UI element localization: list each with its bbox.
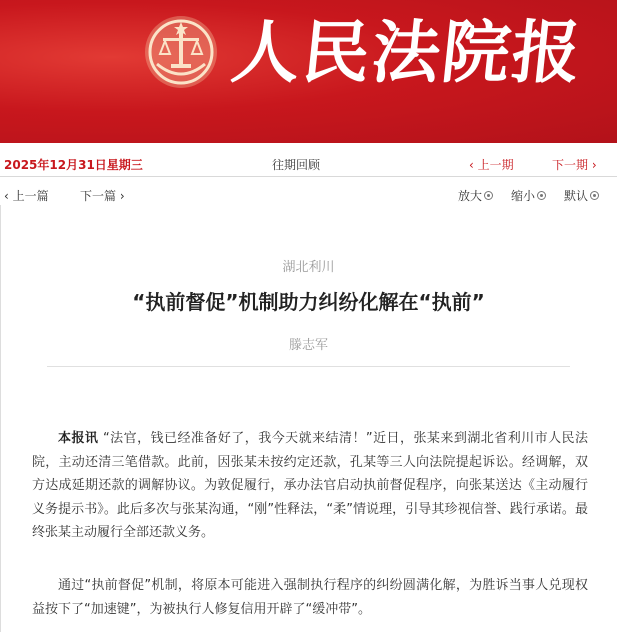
paragraph-lead: 本报讯: [58, 431, 99, 446]
masthead-banner: [0, 0, 617, 143]
zoom-default-button[interactable]: [564, 187, 599, 204]
radio-icon: [590, 191, 599, 200]
radio-icon: [484, 191, 493, 200]
article-headline: “执前督促”机制助力纠纷化解在“执前”: [132, 290, 485, 314]
zoom-in-button[interactable]: [458, 187, 493, 204]
zoom-default-label: 默认: [564, 189, 589, 203]
headline-rule: [47, 366, 570, 367]
article-paragraph: 通过“执前督促”机制，将原本可能进入强制执行程序的纠纷圆满化解，为胜诉当事人兑现权益按下了“加速键”，为被执行人修复信用开辟了“缓冲带”。: [32, 578, 588, 617]
zoom-out-label: 缩小: [511, 189, 536, 203]
article-kicker: 湖北利川: [282, 260, 335, 275]
prev-article-link[interactable]: ‹ 上一篇: [4, 189, 49, 203]
zoom-in-label: 放大: [458, 189, 483, 203]
article-paragraph: [32, 427, 588, 545]
date-bar: [0, 150, 617, 176]
next-article-link[interactable]: 下一篇 ›: [80, 189, 125, 203]
radio-icon: [537, 191, 546, 200]
paragraph-body: “法官，钱已经准备好了，我今天就来结清！”近日，张某来到湖北省利川市人民法院，主动还清三笔借款。此前，因张某未按约定还款，孔某等三人向法院提起诉讼。经调解，双方达成延期还款的调解协议。为敦促履行，承办法官启动执前督促程序，向张某送达《主动履行义务提示书》。此后多次与张某沟通，“刚”性释法，“柔”情说理，引导其珍视信誉、践行承诺。最终张某主动履行全部还款义务。: [32, 431, 588, 540]
article-nav-bar: [0, 183, 617, 205]
masthead-title: 人民法院报: [227, 13, 587, 93]
next-issue-link[interactable]: 下一期 ›: [552, 158, 597, 172]
issue-date: 2025年12月31日星期三: [4, 158, 143, 172]
prev-issue-link[interactable]: ‹ 上一期: [469, 158, 514, 172]
past-issues-link[interactable]: 往期回顾: [272, 158, 321, 172]
court-emblem-icon: [143, 14, 219, 90]
divider: [0, 176, 617, 177]
zoom-out-button[interactable]: [511, 187, 546, 204]
article-author: 滕志军: [288, 338, 328, 353]
